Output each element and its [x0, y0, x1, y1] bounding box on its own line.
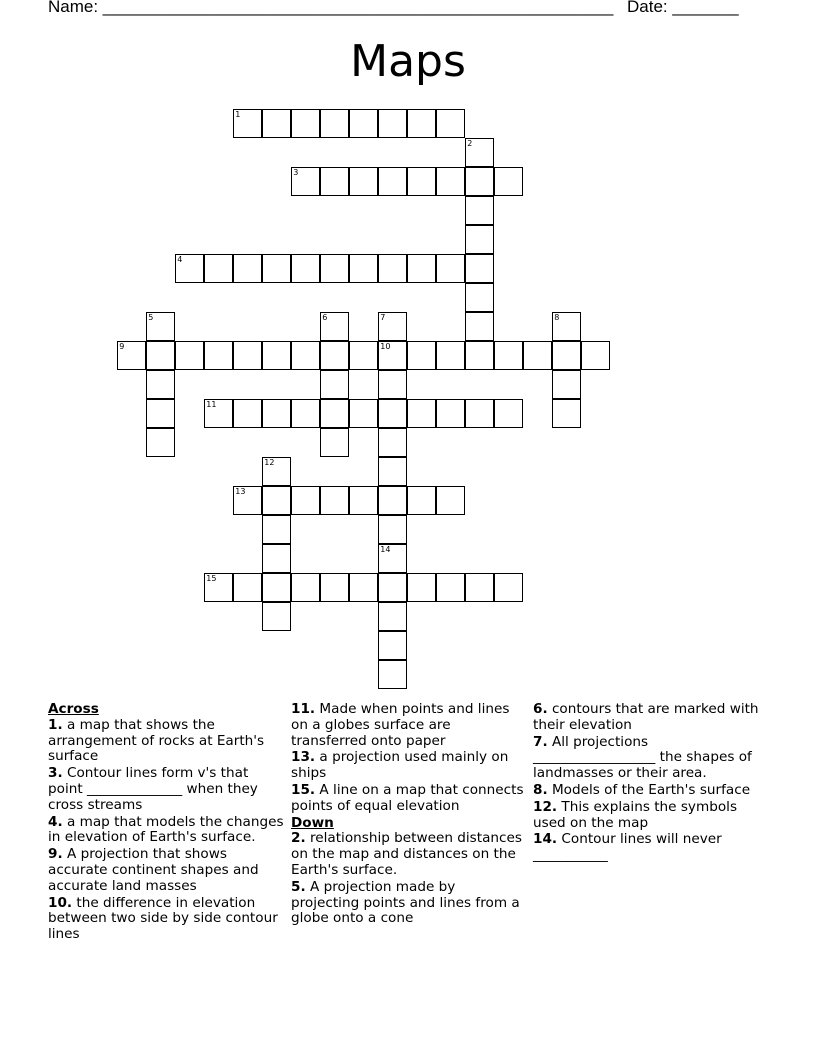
clue-number-label: 11 [206, 400, 217, 410]
grid-cell[interactable] [378, 631, 407, 660]
grid-cell[interactable] [552, 370, 581, 399]
grid-cell[interactable] [320, 341, 349, 370]
grid-cell[interactable] [233, 399, 262, 428]
grid-cell[interactable] [494, 167, 523, 196]
clue-number-label: 5 [148, 313, 154, 323]
grid-cell[interactable] [407, 341, 436, 370]
grid-cell[interactable] [291, 254, 320, 283]
clue-number-label: 2 [467, 139, 473, 149]
grid-cell[interactable] [233, 254, 262, 283]
grid-cell[interactable] [378, 254, 407, 283]
clue-number-label: 1 [235, 110, 241, 120]
grid-cell[interactable] [378, 167, 407, 196]
grid-cell[interactable] [523, 341, 552, 370]
grid-cell[interactable] [291, 399, 320, 428]
grid-cell[interactable] [204, 399, 233, 428]
grid-cell[interactable] [436, 254, 465, 283]
grid-cell[interactable] [349, 254, 378, 283]
grid-cell[interactable] [436, 573, 465, 602]
grid-cell[interactable] [378, 399, 407, 428]
grid-cell[interactable] [349, 399, 378, 428]
grid-cell[interactable] [465, 254, 494, 283]
clue-number-label: 6 [322, 313, 328, 323]
grid-cell[interactable] [291, 167, 320, 196]
clue-across-11: 11. Made when points and lines on a globes surface are transferred onto paper [291, 701, 510, 749]
clue-down-6: 6. contours that are marked with their elevation [533, 701, 759, 733]
clue-number-label: 15 [206, 574, 217, 584]
clue-number-label: 3 [293, 168, 299, 178]
name-field-line[interactable]: Name: ______________________________________________________ [48, 0, 614, 16]
grid-cell[interactable] [349, 167, 378, 196]
clue-across-4: 4. a map that models the changes in elevation of Earth's surface. [48, 813, 284, 846]
grid-cell[interactable] [407, 109, 436, 138]
grid-cell[interactable] [465, 312, 494, 341]
grid-cell[interactable] [378, 457, 407, 486]
grid-cell[interactable] [146, 312, 175, 341]
grid-cell[interactable] [320, 428, 349, 457]
grid-cell[interactable] [291, 573, 320, 602]
grid-cell[interactable] [552, 312, 581, 341]
clue-across-15: 15. A line on a map that connects points of equal elevation [291, 781, 524, 814]
grid-cell[interactable] [378, 370, 407, 399]
clue-number-label: 12 [264, 458, 275, 468]
clue-number-label: 9 [119, 342, 125, 352]
grid-cell[interactable] [117, 341, 146, 370]
grid-cell[interactable] [552, 399, 581, 428]
grid-cell[interactable] [465, 283, 494, 312]
grid-cell[interactable] [378, 486, 407, 515]
grid-cell[interactable] [204, 573, 233, 602]
grid-cell[interactable] [262, 573, 291, 602]
grid-cell[interactable] [233, 573, 262, 602]
grid-cell[interactable] [175, 341, 204, 370]
grid-cell[interactable] [262, 254, 291, 283]
grid-cell[interactable] [465, 341, 494, 370]
grid-cell[interactable] [378, 341, 407, 370]
grid-cell[interactable] [552, 341, 581, 370]
grid-cell[interactable] [494, 573, 523, 602]
grid-cell[interactable] [465, 196, 494, 225]
grid-cell[interactable] [146, 428, 175, 457]
puzzle-title: Maps [350, 36, 466, 87]
grid-cell[interactable] [465, 138, 494, 167]
grid-cell[interactable] [465, 399, 494, 428]
clue-number-label: 8 [554, 313, 560, 323]
grid-cell[interactable] [146, 341, 175, 370]
grid-cell[interactable] [378, 660, 407, 689]
clue-number-label: 13 [235, 487, 246, 497]
across-heading: Across [48, 701, 99, 717]
grid-cell[interactable] [407, 486, 436, 515]
grid-cell[interactable] [494, 399, 523, 428]
grid-cell[interactable] [378, 602, 407, 631]
clue-across-3: 3. Contour lines form v's that point ______________ when they cross streams [48, 765, 258, 813]
clues-column-3 [533, 702, 765, 865]
grid-cell[interactable] [436, 109, 465, 138]
grid-cell[interactable] [349, 109, 378, 138]
grid-cell[interactable] [320, 399, 349, 428]
grid-cell[interactable] [349, 341, 378, 370]
grid-cell[interactable] [378, 515, 407, 544]
grid-cell[interactable] [436, 167, 465, 196]
grid-cell[interactable] [436, 399, 465, 428]
grid-cell[interactable] [407, 573, 436, 602]
clue-number-label: 7 [380, 313, 386, 323]
grid-cell[interactable] [320, 109, 349, 138]
grid-cell[interactable] [262, 399, 291, 428]
date-field-line[interactable]: Date: _______ [627, 0, 739, 16]
grid-cell[interactable] [262, 515, 291, 544]
grid-cell[interactable] [436, 486, 465, 515]
grid-cell[interactable] [407, 254, 436, 283]
grid-cell[interactable] [291, 341, 320, 370]
clues-column-1 [48, 702, 284, 944]
clue-down-2: 2. relationship between distances on the map and distances on the Earth's surface. [291, 830, 522, 878]
grid-cell[interactable] [378, 544, 407, 573]
grid-cell[interactable] [407, 399, 436, 428]
clues-column-2 [291, 702, 527, 928]
grid-cell[interactable] [378, 573, 407, 602]
clue-down-7: 7. All projections __________________ the shapes of landmasses or their area. [533, 733, 752, 782]
grid-cell[interactable] [146, 370, 175, 399]
grid-cell[interactable] [262, 457, 291, 486]
clue-across-9: 9. A projection that shows accurate continent shapes and accurate land masses [48, 846, 259, 894]
grid-cell[interactable] [291, 486, 320, 515]
grid-cell[interactable] [378, 312, 407, 341]
grid-cell[interactable] [494, 341, 523, 370]
grid-cell[interactable] [349, 486, 378, 515]
grid-cell[interactable] [407, 167, 436, 196]
grid-cell[interactable] [233, 109, 262, 138]
grid-cell[interactable] [320, 370, 349, 399]
grid-cell[interactable] [320, 167, 349, 196]
clue-down-5: 5. A projection made by projecting points and lines from a globe onto a cone [291, 878, 520, 927]
grid-cell[interactable] [436, 341, 465, 370]
grid-cell[interactable] [465, 573, 494, 602]
grid-cell[interactable] [378, 109, 407, 138]
grid-cell[interactable] [465, 167, 494, 196]
grid-cell[interactable] [146, 399, 175, 428]
grid-cell[interactable] [204, 341, 233, 370]
grid-cell[interactable] [262, 602, 291, 631]
grid-cell[interactable] [262, 486, 291, 515]
grid-cell[interactable] [233, 341, 262, 370]
grid-cell[interactable] [291, 109, 320, 138]
grid-cell[interactable] [320, 486, 349, 515]
grid-cell[interactable] [262, 544, 291, 573]
grid-cell[interactable] [233, 486, 262, 515]
grid-cell[interactable] [204, 254, 233, 283]
grid-cell[interactable] [320, 254, 349, 283]
clue-across-13: 13. a projection used mainly on ships [291, 749, 509, 782]
clue-down-12: 12. This explains the symbols used on the map [533, 798, 738, 831]
grid-cell[interactable] [262, 109, 291, 138]
clue-number-label: 10 [380, 342, 391, 352]
clue-down-8: 8. Models of the Earth's surface [533, 781, 751, 798]
grid-cell[interactable] [320, 573, 349, 602]
clue-across-1: 1. a map that shows the arrangement of rocks at Earth's surface [48, 716, 265, 765]
grid-cell[interactable] [175, 254, 204, 283]
grid-cell[interactable] [349, 573, 378, 602]
grid-cell[interactable] [581, 341, 610, 370]
grid-cell[interactable] [465, 225, 494, 254]
clue-number-label: 14 [380, 545, 391, 555]
clue-down-14: 14. Contour lines will never ___________ [533, 831, 722, 864]
grid-cell[interactable] [378, 428, 407, 457]
grid-cell[interactable] [320, 312, 349, 341]
down-heading: Down [291, 814, 334, 831]
grid-cell[interactable] [262, 341, 291, 370]
clue-number-label: 4 [177, 255, 183, 265]
clue-across-10: 10. the difference in elevation between two side by side contour lines [48, 894, 278, 943]
